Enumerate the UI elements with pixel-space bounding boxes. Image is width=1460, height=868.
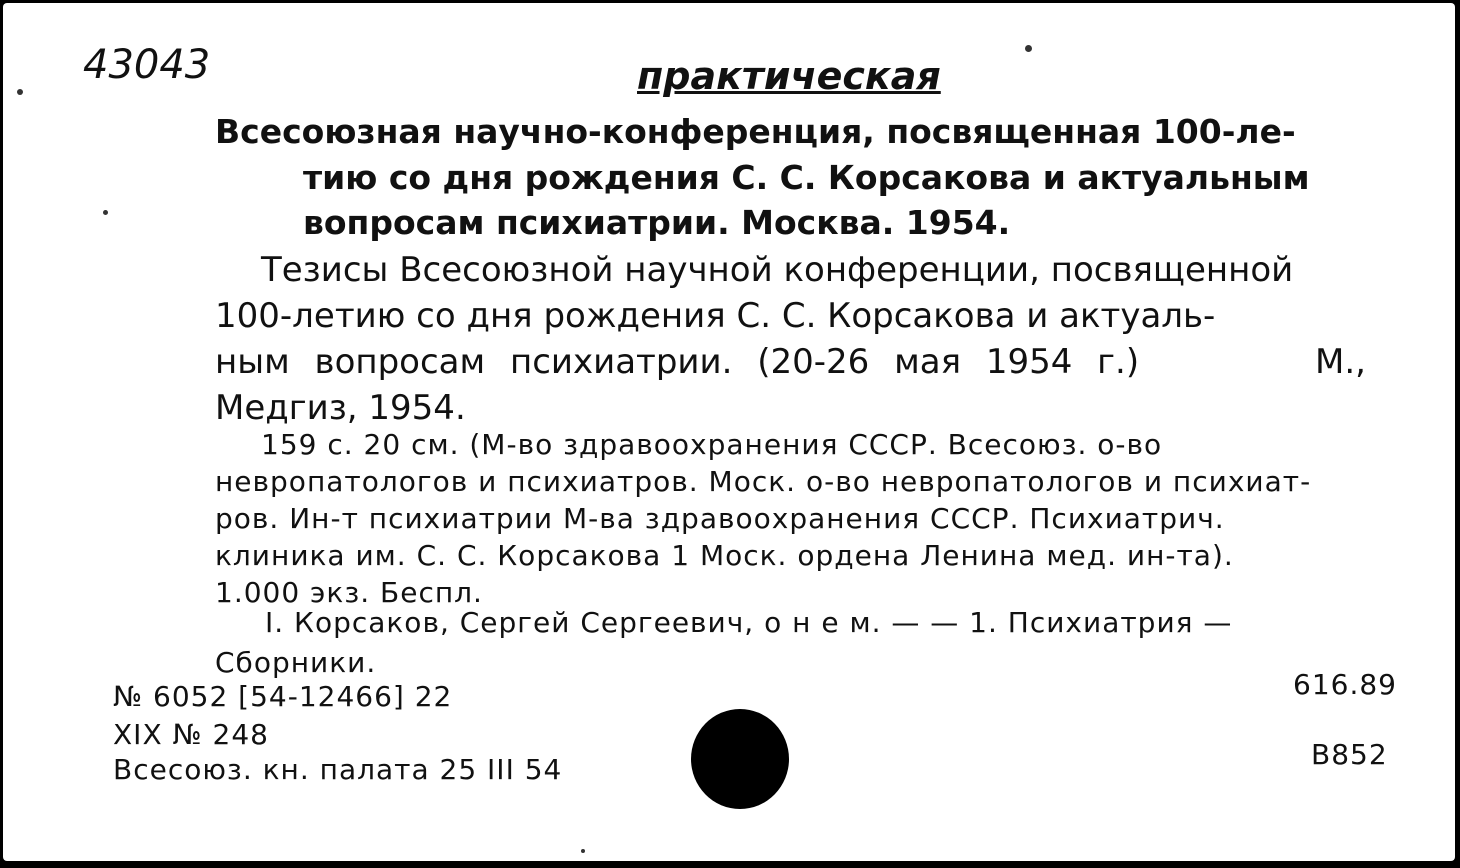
- handwritten-insertion: практическая: [637, 54, 941, 98]
- heading-line-3: вопросам психиатрии. Москва. 1954.: [303, 203, 1011, 242]
- speck: [1025, 45, 1032, 52]
- title-place: М.,: [1315, 342, 1366, 382]
- notes-line-2: невропатологов и психиатров. Моск. о-во невропатологов и психиат-: [215, 465, 1312, 498]
- title-line-3: ным вопросам психиатрии. (20-26 мая 1954 г.): [215, 342, 1140, 382]
- notes-line-4: клиника им. С. С. Корсакова 1 Моск. ордена Ленина мед. ин-та).: [215, 539, 1234, 572]
- speck: [103, 210, 108, 215]
- title-line-5: Медгиз, 1954.: [215, 388, 466, 428]
- subject-line-1: I. Корсаков, Сергей Сергеевич, о н е м. — — 1. Психиатрия —: [265, 606, 1233, 639]
- punch-hole: [691, 709, 789, 809]
- author-mark: В852: [1311, 738, 1388, 771]
- heading-line-1: Всесоюзная научно-конференция, посвященная 100-ле-: [215, 112, 1296, 151]
- notes-line-5: 1.000 экз. Беспл.: [215, 576, 483, 609]
- notes-line-3: ров. Ин-т психиатрии М-ва здравоохранения СССР. Психиатрич.: [215, 502, 1225, 535]
- subject-line-2: Сборники.: [215, 646, 377, 679]
- handwritten-accession-number: 43043: [83, 42, 211, 88]
- heading-line-2: тию со дня рождения С. С. Корсакова и актуальным: [303, 158, 1310, 197]
- speck: [17, 89, 23, 95]
- classification-number: 616.89: [1293, 668, 1397, 701]
- speck: [581, 849, 585, 853]
- catalog-card: [3, 3, 1455, 861]
- title-line-2: 100-летию со дня рождения С. С. Корсакова и актуаль-: [215, 296, 1216, 336]
- footer-chamber-date: Всесоюз. кн. палата 25 III 54: [113, 753, 563, 786]
- notes-line-1: 159 с. 20 см. (М-во здравоохранения СССР. Всесоюз. о-во: [261, 428, 1163, 461]
- footer-record-number: № 6052 [54-12466] 22: [113, 680, 453, 713]
- footer-series-number: XIX № 248: [113, 718, 269, 751]
- title-line-1: Тезисы Всесоюзной научной конференции, посвященной: [261, 250, 1294, 290]
